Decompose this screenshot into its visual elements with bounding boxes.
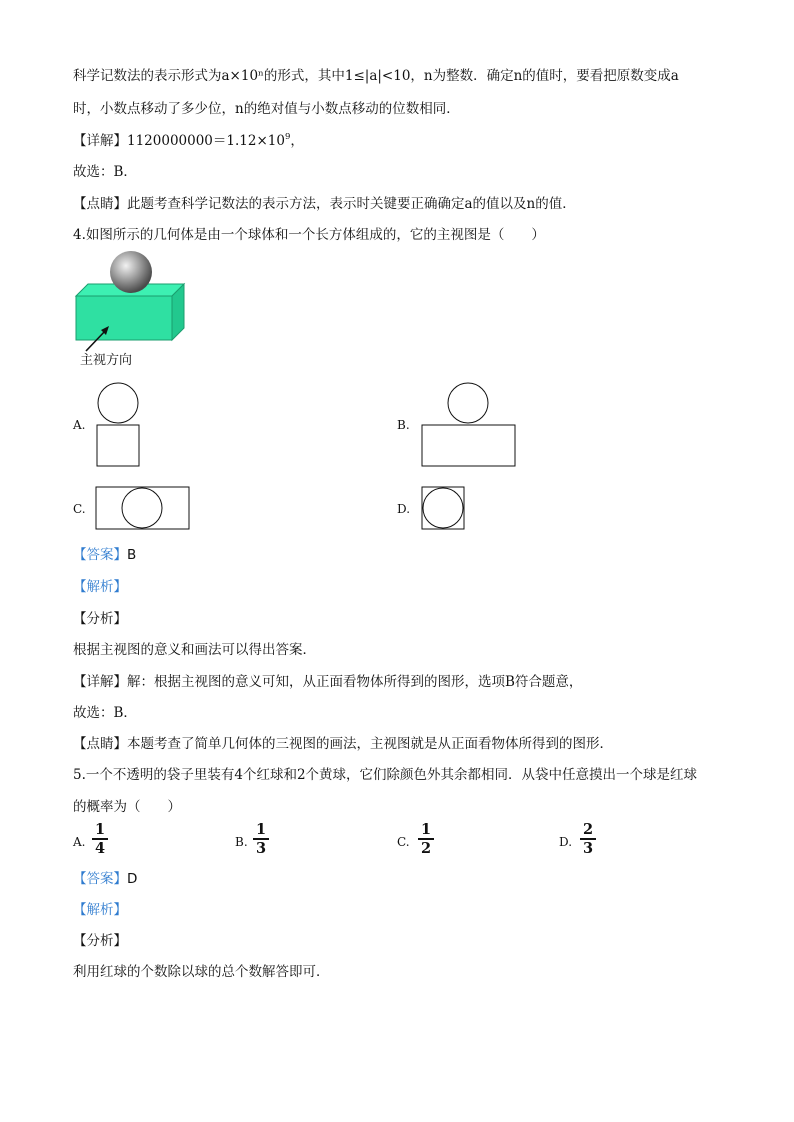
q5-stem-line1: 5.一个不透明的袋子里装有4个红球和2个黄球，它们除颜色外其余都相同．从袋中任意摸出一个球是红球 [73, 767, 698, 783]
circle-shape [423, 488, 463, 528]
numerator: 2 [580, 822, 596, 840]
q3-explanation-line1: 科学记数法的表示形式为a×10ⁿ的形式，其中1≤|a|<10，n为整数．确定n的值时，要看把原数变成a [73, 68, 679, 84]
q4-answer [73, 546, 136, 564]
square-shape [97, 425, 139, 466]
denominator: 2 [420, 840, 432, 857]
comment-text: 此题考查科学记数法的表示方法，表示时关键要正确确定a的值以及n的值． [127, 196, 576, 212]
detail-label: 【详解】 [73, 674, 127, 690]
sphere [110, 251, 152, 293]
detail-end: ， [290, 133, 304, 149]
q5-analysis-label: 【解析】 [73, 902, 127, 918]
q4-fenxi-label: 【分析】 [73, 611, 127, 627]
numerator: 1 [418, 822, 434, 840]
q5-option-c-fraction [418, 822, 434, 856]
q4-option-a-label: A. [73, 418, 86, 432]
circle-shape [122, 488, 162, 528]
q5-stem-line2: 的概率为（ ） [73, 799, 181, 815]
detail-text: 1120000000＝1.12×10 [127, 133, 285, 149]
q4-fenxi-text: 根据主视图的意义和画法可以得出答案． [73, 642, 316, 658]
q5-fenxi-text: 利用红球的个数除以球的总个数解答即可． [73, 964, 330, 980]
denominator: 3 [255, 840, 267, 857]
q4-option-a-figure [94, 382, 144, 470]
q3-choice: 故选：B． [73, 164, 137, 180]
q4-option-c-figure [94, 485, 194, 533]
detail-label: 【详解】 [73, 133, 127, 149]
q3-comment [73, 195, 576, 213]
q5-option-c-label: C. [397, 835, 410, 849]
q4-option-b-label: B. [397, 418, 410, 432]
numerator: 1 [92, 822, 108, 840]
answer-value: D [127, 871, 138, 887]
denominator: 4 [94, 840, 106, 857]
q5-answer [73, 870, 137, 888]
q3-detail [73, 132, 304, 150]
denominator: 3 [582, 840, 594, 857]
q4-option-b-figure [420, 382, 520, 470]
numerator: 1 [253, 822, 269, 840]
answer-value: B [127, 547, 137, 563]
rectangle-shape [96, 487, 189, 529]
comment-text: 本题考查了简单几何体的三视图的画法，主视图就是从正面看物体所得到的图形． [127, 736, 613, 752]
q4-option-d-figure [420, 485, 470, 533]
square-shape [422, 487, 464, 529]
box-front-face [76, 296, 172, 340]
q4-option-d-label: D. [397, 502, 411, 516]
circle-shape [98, 383, 138, 423]
rectangle-shape [422, 425, 515, 466]
q4-detail [73, 673, 582, 691]
detail-text: 解：根据主视图的意义可知，从正面看物体所得到的图形，选项B符合题意， [127, 674, 583, 690]
comment-label: 【点睛】 [73, 196, 127, 212]
view-direction-label: 主视方向 [80, 353, 133, 368]
comment-label: 【点睛】 [73, 736, 127, 752]
circle-shape [448, 383, 488, 423]
q5-option-d-fraction [580, 822, 596, 856]
q4-choice: 故选：B． [73, 705, 137, 721]
detail-exponent: 9 [284, 132, 291, 142]
q4-stem: 4.如图所示的几何体是由一个球体和一个长方体组成的，它的主视图是（ ） [73, 227, 545, 243]
q5-option-a-label: A. [73, 835, 86, 849]
answer-label: 【答案】 [73, 871, 127, 887]
q5-option-a-fraction [92, 822, 108, 856]
q4-option-c-label: C. [73, 502, 86, 516]
q3-explanation-line2: 时，小数点移动了多少位，n的绝对值与小数点移动的位数相同． [73, 101, 460, 117]
q5-option-d-label: D. [559, 835, 573, 849]
q4-analysis-label: 【解析】 [73, 579, 127, 595]
q4-comment [73, 735, 613, 753]
q5-fenxi-label: 【分析】 [73, 933, 127, 949]
q5-option-b-label: B. [235, 835, 248, 849]
answer-label: 【答案】 [73, 547, 127, 563]
q5-option-b-fraction [253, 822, 269, 856]
